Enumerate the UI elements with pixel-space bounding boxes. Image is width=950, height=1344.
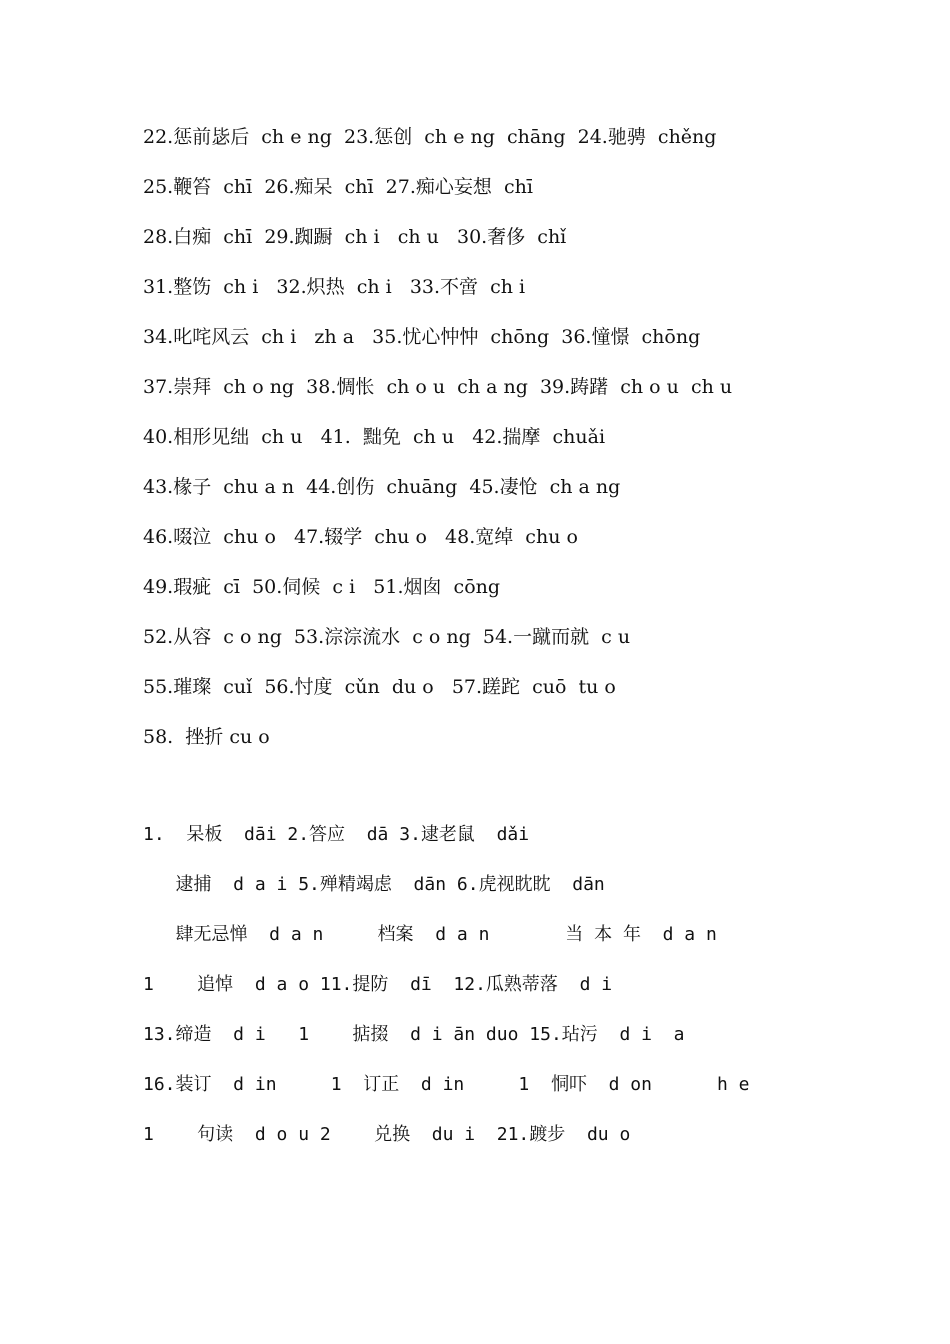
text-line: 49.瑕疵 cī 50.伺候 c i 51.烟囱 cōng <box>143 576 501 598</box>
text-line: 55.璀璨 cuǐ 56.忖度 cǔn du o 57.蹉跎 cuō tu o <box>143 676 616 698</box>
text-line: 22.惩前毖后 ch e ng 23.惩创 ch e ng chāng 24.驰骋 chěng <box>143 126 717 148</box>
text-line: 1. 呆板 dāi 2.答应 dā 3.逮老鼠 dǎi <box>143 824 530 845</box>
text-line: 52.从容 c o ng 53.淙淙流水 c o ng 54.一蹴而就 c u <box>143 626 631 648</box>
text-line: 40.相形见绌 ch u 41. 黜免 ch u 42.揣摩 chuǎi <box>143 426 606 448</box>
text-line: 28.白痴 chī 29.踟蹰 ch i ch u 30.奢侈 chǐ <box>143 226 567 248</box>
text-line: 46.啜泣 chu o 47.辍学 chu o 48.宽绰 chu o <box>143 526 578 548</box>
text-line: 25.鞭笞 chī 26.痴呆 chī 27.痴心妄想 chī <box>143 176 533 198</box>
text-line: 1 句读 d o u 2 兑换 du i 21.踱步 du o <box>143 1124 631 1145</box>
text-line: 16.装订 d in 1 订正 d in 1 恫吓 d on h e <box>143 1074 750 1095</box>
text-line: 13.缔造 d i 1 掂掇 d i ān duo 15.玷污 d i a <box>143 1024 685 1045</box>
text-line: 34.叱咤风云 ch i zh a 35.忧心忡忡 chōng 36.憧憬 chōng <box>143 326 701 348</box>
text-line: 37.崇拜 ch o ng 38.惆怅 ch o u ch a ng 39.踌躇 ch o u ch u <box>143 376 733 398</box>
text-line: 1 追悼 d a o 11.提防 dī 12.瓜熟蒂落 d i <box>143 974 613 995</box>
text-line: 43.椽子 chu a n 44.创伤 chuāng 45.凄怆 ch a ng <box>143 476 621 498</box>
text-line: 肆无忌惮 d a n 档案 d a n 当 本 年 d a n <box>143 924 717 945</box>
text-line: 逮捕 d a i 5.殚精竭虑 dān 6.虎视眈眈 dān <box>143 874 605 895</box>
text-line: 58. 挫折 cu o <box>143 726 270 748</box>
text-line: 31.整饬 ch i 32.炽热 ch i 33.不啻 ch i <box>143 276 526 298</box>
